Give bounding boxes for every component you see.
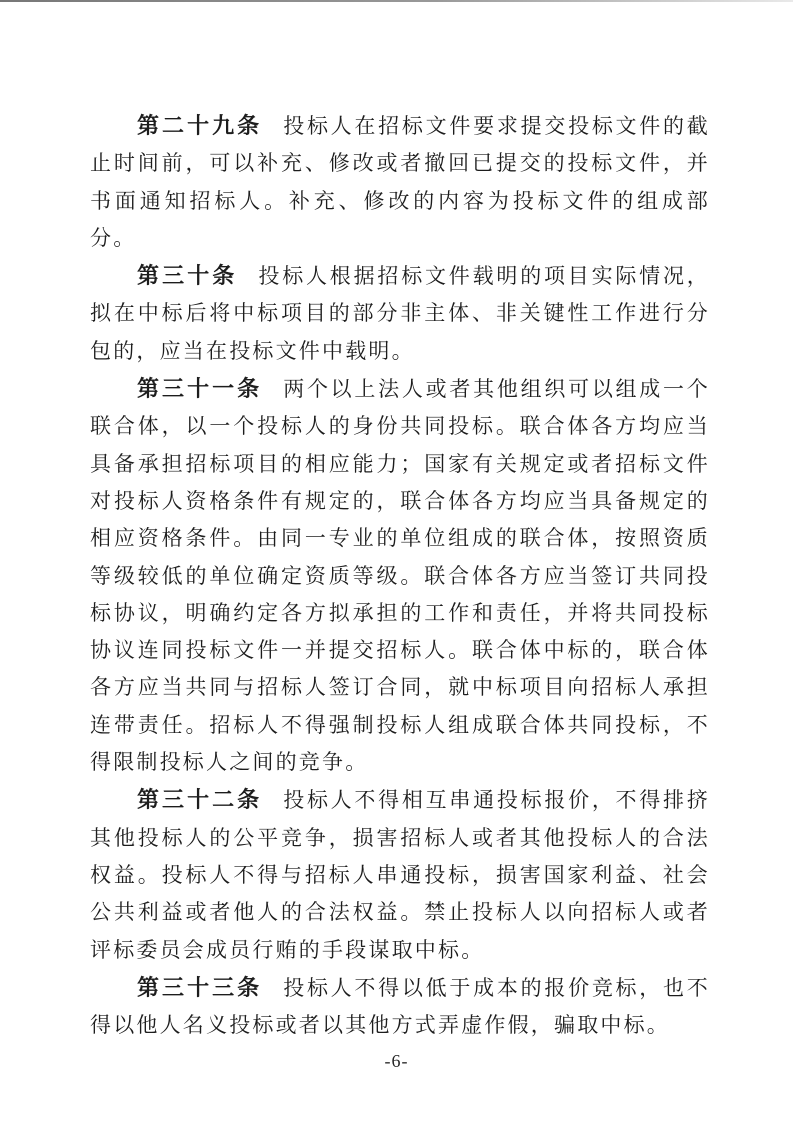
scan-artifact-line <box>0 0 793 2</box>
article-number: 第三十三条 <box>137 974 263 1000</box>
page-number: -6- <box>384 1051 409 1071</box>
article-number: 第三十一条 <box>137 376 263 402</box>
article-number: 第三十条 <box>137 263 238 289</box>
article-number: 第二十九条 <box>137 113 263 138</box>
article-paragraph-33 <box>90 969 710 1045</box>
article-text: 投标人根据招标文件载明的项目实际情况，拟在中标后将中标项目的部分非主体、非关键性工作进行分包的，应当在投标文件中载明。 <box>90 264 710 363</box>
article-paragraph-32 <box>90 781 710 968</box>
document-body <box>90 107 710 1044</box>
article-text: 两个以上法人或者其他组织可以组成一个联合体，以一个投标人的身份共同投标。联合体各方均应当具备承担招标项目的相应能力；国家有关规定或者招标文件对投标人资格条件有规定的，联合体各方均应当具备规定的相应资格条件。由同一专业的单位组成的联合体，按照资质等级较低的单位确定资质等级。联合体各方应当签订共同投标协议，明确约定各方拟承担的工作和责任，并将共同投标协议连同投标文件一并提交招标人。联合体中标的，联合体各方应当共同与招标人签订合同，就中标项目向招标人承担连带责任。招标人不得强制投标人组成联合体共同投标，不得限制投标人之间的竞争。 <box>90 377 710 775</box>
article-paragraph-31 <box>90 370 710 781</box>
article-text: 投标人在招标文件要求提交投标文件的截止时间前，可以补充、修改或者撤回已提交的投标文件，并书面通知招标人。补充、修改的内容为投标文件的组成部分。 <box>90 114 710 250</box>
article-number: 第三十二条 <box>137 787 263 813</box>
article-paragraph-29 <box>90 107 710 257</box>
article-text: 投标人不得以低于成本的报价竞标，也不得以他人名义投标或者以其他方式弄虚作假，骗取中标。 <box>90 975 710 1038</box>
article-paragraph-30 <box>90 257 710 370</box>
article-text: 投标人不得相互串通投标报价，不得排挤其他投标人的公平竞争，损害招标人或者其他投标人的合法权益。投标人不得与招标人串通投标，损害国家利益、社会公共利益或者他人的合法权益。禁止投标人以向招标人或者评标委员会成员行贿的手段谋取中标。 <box>90 788 710 962</box>
